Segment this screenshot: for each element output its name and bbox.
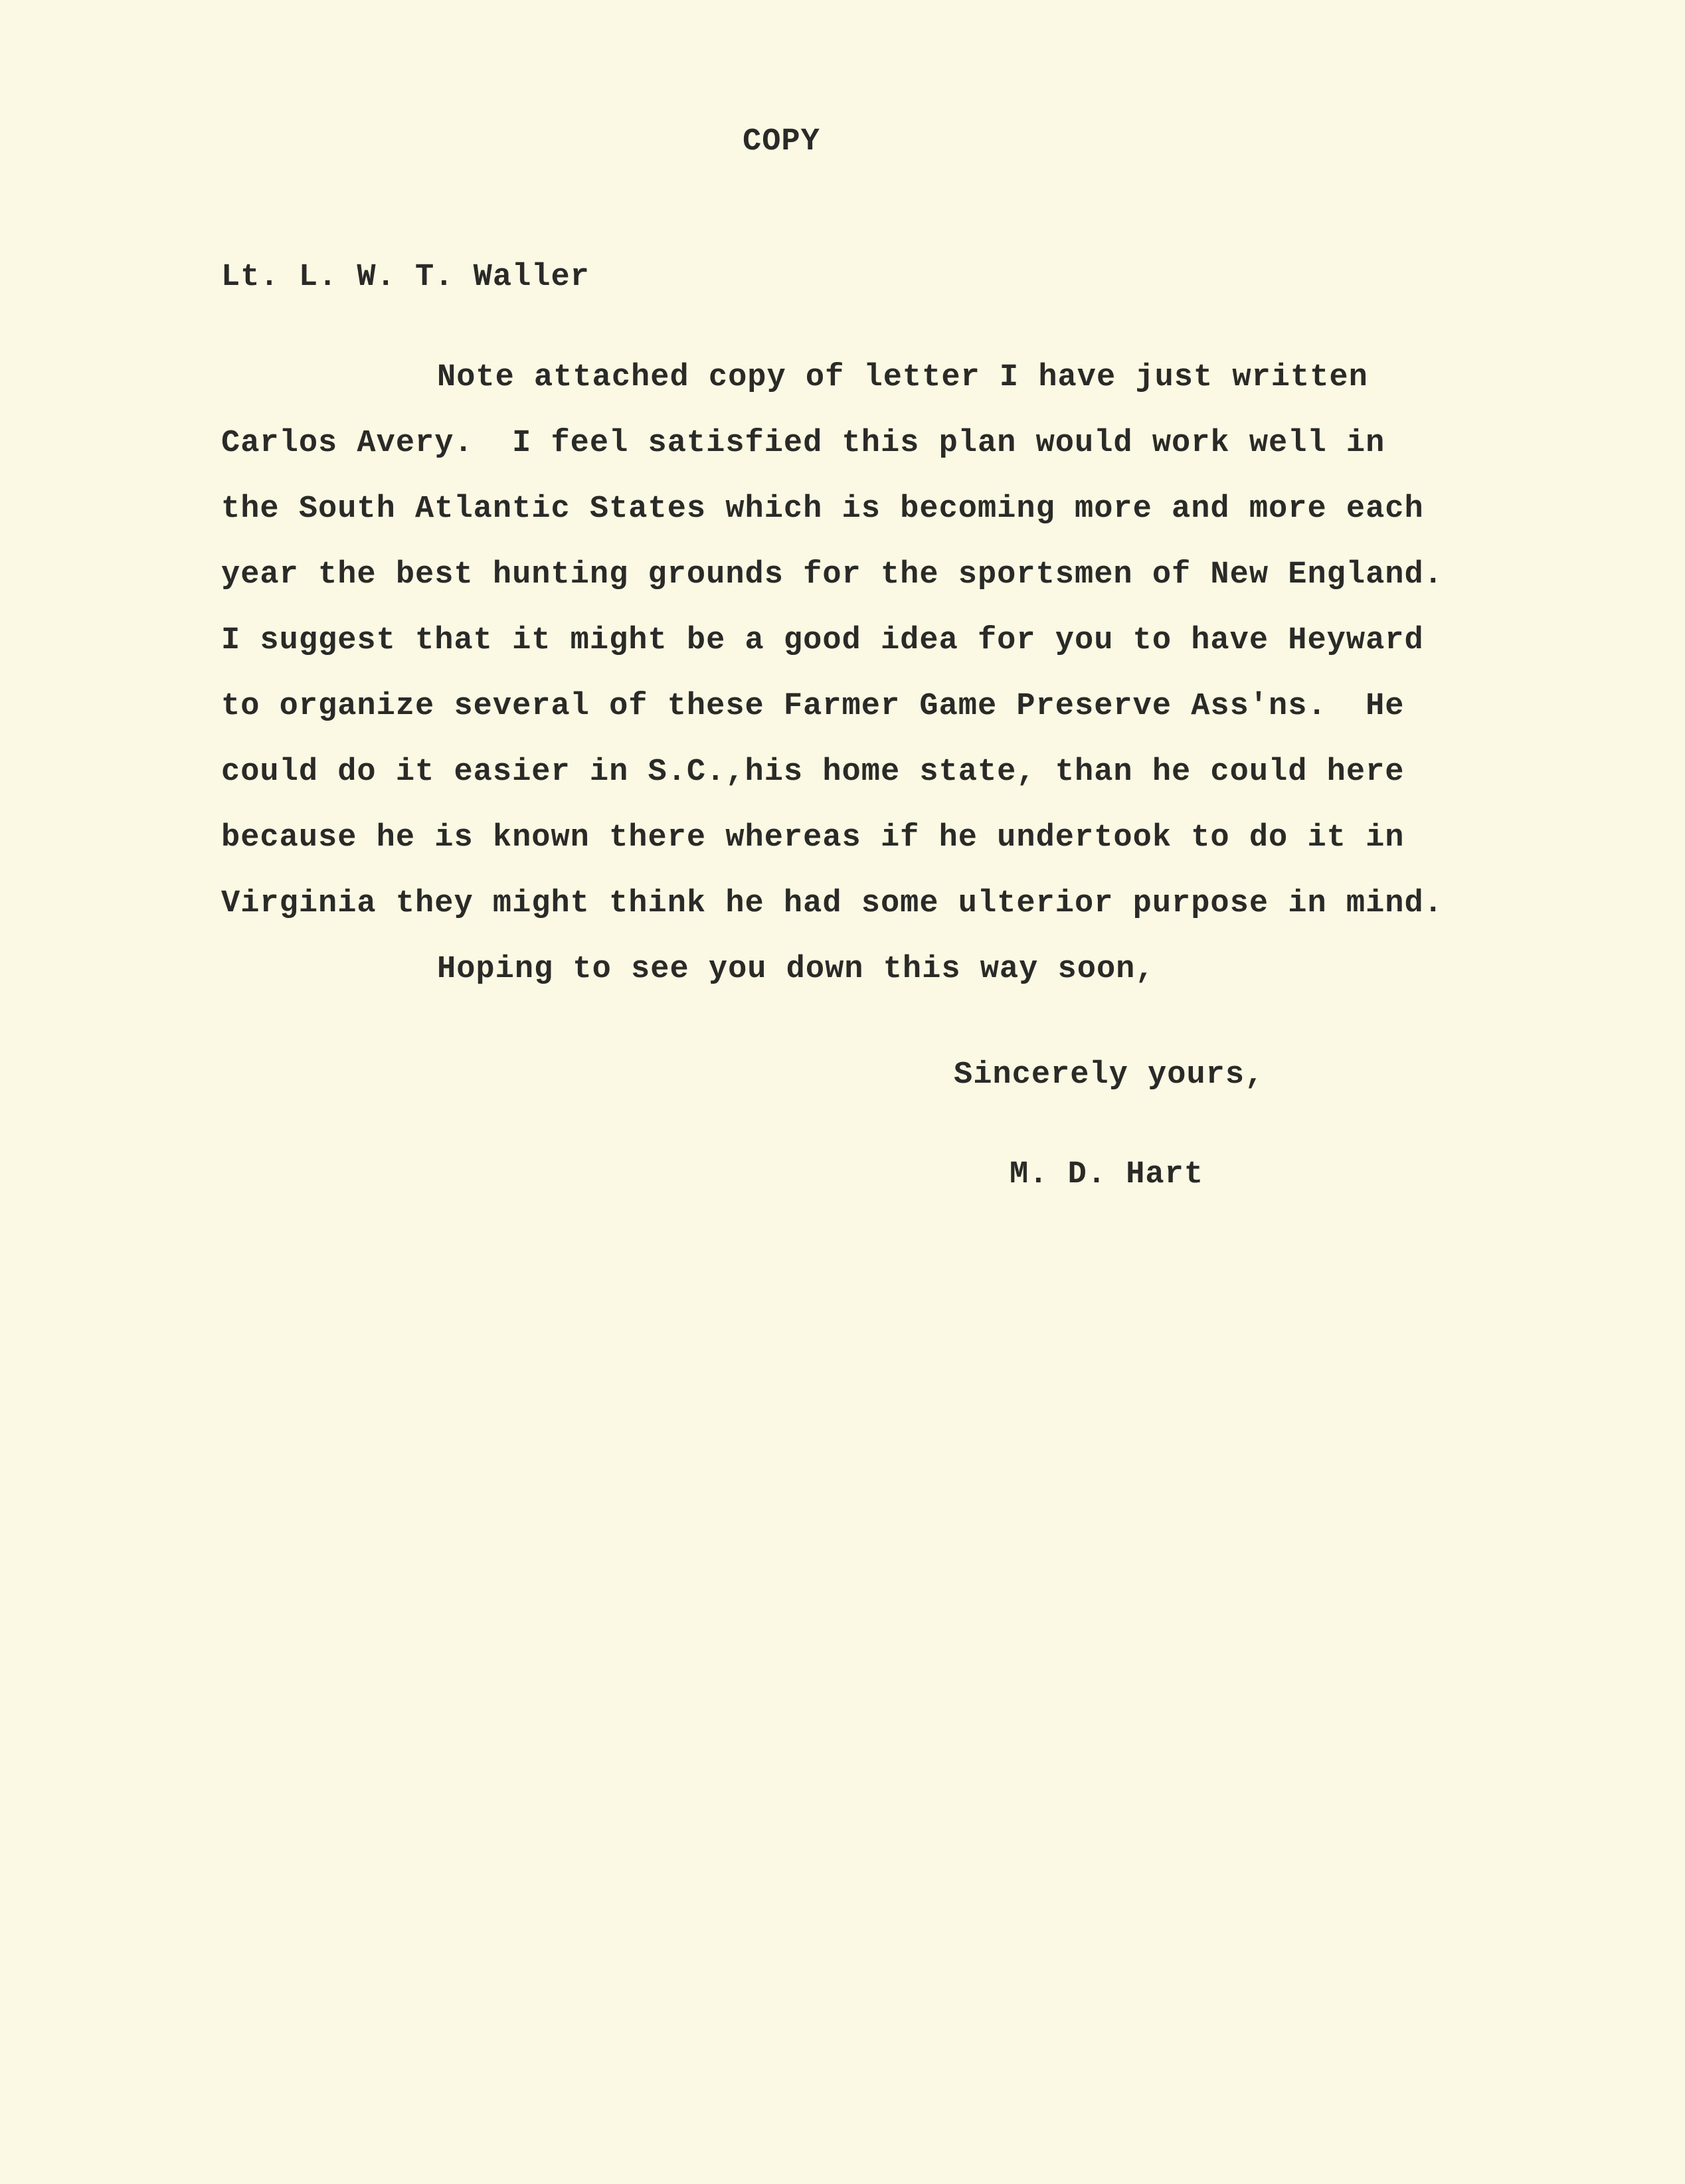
body-line-2: Carlos Avery. I feel satisfied this plan would work well in bbox=[221, 426, 1385, 461]
body-line-4: year the best hunting grounds for the sportsmen of New England. bbox=[221, 557, 1443, 592]
body-line-7: could do it easier in S.C.,his home state, than he could here bbox=[221, 755, 1405, 790]
signature: M. D. Hart bbox=[1010, 1157, 1204, 1192]
body-line-10: Hoping to see you down this way soon, bbox=[437, 952, 1155, 987]
body-line-5: I suggest that it might be a good idea for you to have Heyward bbox=[221, 623, 1424, 658]
body-line-3: the South Atlantic States which is becoming more and more each bbox=[221, 492, 1424, 527]
closing: Sincerely yours, bbox=[954, 1057, 1265, 1093]
copy-heading: COPY bbox=[743, 124, 820, 159]
body-line-1: Note attached copy of letter I have just written bbox=[437, 360, 1368, 395]
body-line-6: to organize several of these Farmer Game Preserve Ass'ns. He bbox=[221, 689, 1405, 724]
body-line-9: Virginia they might think he had some ulterior purpose in mind. bbox=[221, 886, 1443, 921]
body-line-8: because he is known there whereas if he undertook to do it in bbox=[221, 820, 1405, 856]
recipient-line: Lt. L. W. T. Waller bbox=[221, 260, 590, 295]
